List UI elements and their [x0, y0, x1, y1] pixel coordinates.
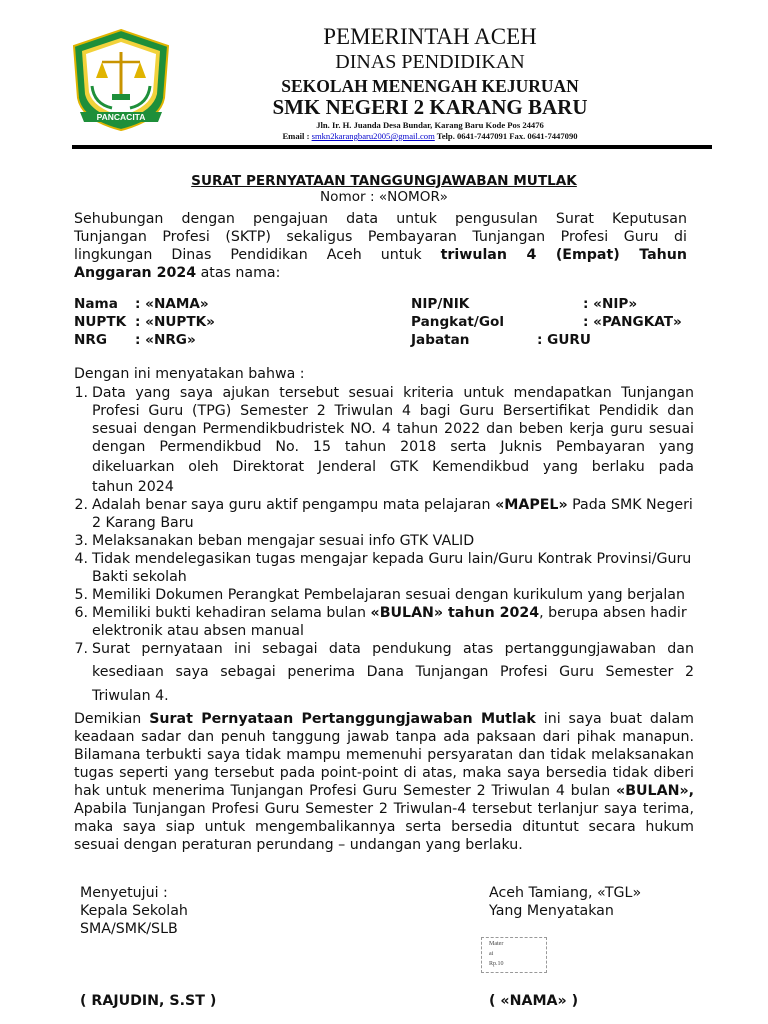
field-nip-value: : «NIP»: [583, 296, 638, 312]
field-nama-value: : «NAMA»: [135, 296, 209, 312]
sig-right-name: ( «NAMA» ): [489, 993, 579, 1009]
field-pangkat-label: Pangkat/Gol: [411, 314, 505, 330]
header-address: Jln. Ir. H. Juanda Desa Bundar, Karang Baru Kode Pos 24476: [316, 120, 544, 130]
bulan-placeholder: «BULAN»,: [616, 783, 694, 799]
document-number: Nomor : «NOMOR»: [320, 189, 448, 205]
list-number: 4.: [74, 551, 88, 567]
list-item-1-line-5: dikeluarkan oleh Direktorat Jenderal GTK Kemendikbud yang berlaku pada: [92, 459, 694, 475]
statement-intro: Dengan ini menyatakan bahwa :: [74, 366, 305, 382]
stamp-text-1: Mater: [489, 941, 504, 947]
field-nip-label: NIP/NIK: [411, 296, 470, 312]
closing-line-2: keadaan sadar dan penuh tanggung jawab tanpa ada paksaan dari pihak manapun.: [74, 729, 694, 745]
list-item-1-line-4: dengan Permendikbud No. 15 tahun 2018 serta Juknis Pembayaran yang: [92, 439, 694, 455]
list-item-1-line-6: tahun 2024: [92, 479, 174, 495]
intro-line-4: [74, 265, 687, 281]
intro-text: lingkungan Dinas Pendidikan Aceh untuk: [74, 247, 441, 263]
closing-line-1: [74, 711, 694, 727]
list-number: 5.: [74, 587, 88, 603]
closing-bold: Surat Pernyataan Pertanggungjawaban Mutlak: [149, 711, 536, 727]
email-label: Email :: [282, 131, 310, 141]
sig-left-school: SMA/SMK/SLB: [80, 921, 178, 937]
closing-line-3: Bilamana terbukti saya tidak mampu memenuhi persyaratan dan tidak melaksanakan: [74, 747, 694, 763]
header-contact: [190, 131, 670, 141]
closing-line-7: maka saya siap untuk mengembalikannya serta bersedia dituntut secara hukum: [74, 819, 694, 835]
intro-year: Anggaran 2024: [74, 265, 197, 281]
sig-left-name: ( RAJUDIN, S.ST ): [80, 993, 217, 1009]
list-item-4-line-1: Tidak mendelegasikan tugas mengajar kepada Guru lain/Guru Kontrak Provinsi/Guru: [92, 551, 692, 567]
list-item-2-line-1: [92, 497, 694, 513]
intro-line-2: Tunjangan Profesi (SKTP) sekaligus Pembayaran Tunjangan Profesi Guru di: [74, 229, 687, 245]
mapel-placeholder: «MAPEL»: [495, 497, 568, 513]
list-number: 1.: [74, 385, 88, 401]
list-item-1-line-3: sesuai dengan Permendikbudristek NO. 4 tahun 2022 dan beben kerja guru sesuai: [92, 421, 694, 437]
stamp-text-2: ai: [489, 951, 494, 957]
field-nuptk-value: : «NUPTK»: [135, 314, 215, 330]
stamp-placeholder: [481, 937, 547, 973]
intro-period: triwulan 4 (Empat) Tahun: [440, 247, 687, 263]
field-nrg-value: : «NRG»: [135, 332, 196, 348]
sig-left-approve: Menyetujui :: [80, 885, 168, 901]
list-number: 6.: [74, 605, 88, 621]
header-government: PEMERINTAH ACEH: [323, 24, 537, 49]
list-item-7-line-3: Triwulan 4.: [92, 688, 169, 704]
field-jabatan-value: : GURU: [537, 332, 591, 348]
list-text: , berupa absen hadir: [539, 605, 687, 621]
list-text: Memiliki bukti kehadiran selama bulan: [92, 605, 371, 621]
list-number: 3.: [74, 533, 88, 549]
closing-line-6: Apabila Tunjangan Profesi Guru Semester 2 Triwulan-4 tersebut terlanjur saya terima,: [74, 801, 694, 817]
list-item-6-line-1: [92, 605, 694, 621]
field-jabatan-label: Jabatan: [411, 332, 470, 348]
closing-text: Demikian: [74, 711, 150, 727]
sig-right-title: Yang Menyatakan: [489, 903, 614, 919]
bulan-placeholder: «BULAN» tahun 2024: [370, 605, 540, 621]
field-nrg-label: NRG: [74, 332, 108, 348]
closing-line-8: sesuai dengan peraturan perundang – undangan yang berlaku.: [74, 837, 523, 853]
list-text: Adalah benar saya guru aktif pengampu mata pelajaran: [92, 497, 496, 513]
phone-fax: Telp. 0641-7447091 Fax. 0641-7447090: [436, 131, 578, 141]
intro-tail: atas nama:: [196, 265, 281, 281]
list-item-4-line-2: Bakti sekolah: [92, 569, 187, 585]
closing-line-4: tugas seperti yang tersebut pada point-point di atas, maka saya bersedia tidak diberi: [74, 765, 694, 781]
list-text: Pada SMK Negeri: [567, 497, 693, 513]
closing-text: hak untuk menerima Tunjangan Profesi Guru Semester 2 Triwulan 4 bulan: [74, 783, 617, 799]
closing-line-5: [74, 783, 694, 799]
list-item-1-line-2: Profesi Guru (TPG) Semester 2 Triwulan 4 bagi Guru Bersertifikat Pendidik dan: [92, 403, 694, 419]
header-school-type: SEKOLAH MENENGAH KEJURUAN: [281, 76, 579, 96]
intro-line-1: Sehubungan dengan pengajuan data untuk pengusulan Surat Keputusan: [74, 211, 687, 227]
list-number: 2.: [74, 497, 88, 513]
stamp-text-3: Rp.10: [489, 961, 504, 967]
list-item-2-line-2: 2 Karang Baru: [92, 515, 194, 531]
list-item-7-line-1: Surat pernyataan ini sebagai data pendukung atas pertanggungjawaban dan: [92, 641, 694, 657]
email-link[interactable]: smkn2karangbaru2005@gmail.com: [311, 131, 435, 141]
intro-line-3: [74, 247, 687, 263]
list-item-1-line-1: Data yang saya ajukan tersebut sesuai kriteria untuk mendapatkan Tunjangan: [92, 385, 694, 401]
closing-text: ini saya buat dalam: [535, 711, 694, 727]
logo-text: PANCACITA: [96, 112, 146, 122]
sig-right-place-date: Aceh Tamiang, «TGL»: [489, 885, 642, 901]
document-title: SURAT PERNYATAAN TANGGUNGJAWABAN MUTLAK: [191, 173, 577, 189]
header-divider: [72, 145, 712, 149]
sig-left-title: Kepala Sekolah: [80, 903, 188, 919]
field-pangkat-value: : «PANGKAT»: [583, 314, 682, 330]
field-nama-label: Nama: [74, 296, 118, 312]
list-item-6-line-2: elektronik atau absen manual: [92, 623, 304, 639]
list-item-3: Melaksanakan beban mengajar sesuai info GTK VALID: [92, 533, 475, 549]
aceh-pancacita-logo: [72, 28, 170, 132]
list-number: 7.: [74, 641, 88, 657]
field-nuptk-label: NUPTK: [74, 314, 127, 330]
list-item-7-line-2: kesediaan saya sebagai penerima Dana Tunjangan Profesi Guru Semester 2: [92, 664, 694, 680]
list-item-5: Memiliki Dokumen Perangkat Pembelajaran sesuai dengan kurikulum yang berjalan: [92, 587, 685, 603]
header-department: DINAS PENDIDIKAN: [335, 51, 525, 73]
header-school-name: SMK NEGERI 2 KARANG BARU: [272, 95, 588, 119]
